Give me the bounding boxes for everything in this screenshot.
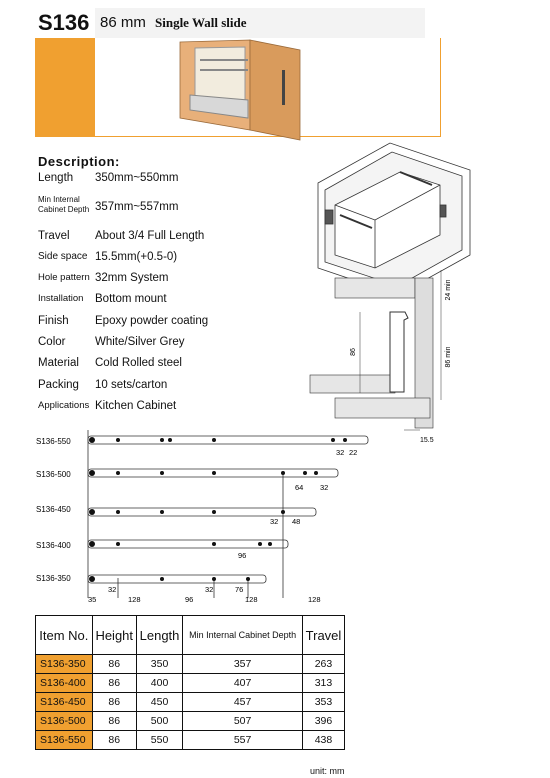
drawer-photo [180,40,300,140]
dim-500a: 64 [295,483,304,492]
dim-550a: 32 [336,448,345,457]
product-code: S136 [38,10,90,35]
col-item: Item No. [36,616,93,655]
slides-drawing [88,430,368,598]
table-row: S136-550 86 550 557 438 [36,731,345,750]
dim-450b: 48 [292,517,301,526]
col-length: Length [136,616,183,655]
table-row: S136-500 86 500 507 396 [36,712,345,731]
dim-500b: 32 [320,483,329,492]
dim-top: 24 min [445,279,452,301]
slide-label-500: S136-500 [36,470,71,479]
product-height: 86 mm [100,14,146,31]
table-row: S136-400 86 400 407 313 [36,674,345,693]
bottom-dim-3: 128 [245,595,258,604]
dim-350b: 76 [235,585,244,594]
dim-550b: 22 [349,448,358,457]
dim-right: 86 min [445,346,452,368]
dim-350a: 32 [108,585,117,594]
slide-label-550: S136-550 [36,437,71,446]
dim-350c: 32 [205,585,214,594]
description-title: Description: [38,154,120,169]
bottom-dim-1: 128 [128,595,141,604]
dim-side: 86 [350,348,357,356]
slide-holes [89,437,347,582]
col-height: Height [92,616,136,655]
dim-bottom: 15.5 [420,437,434,444]
bottom-dim-2: 96 [185,595,194,604]
slide-label-350: S136-350 [36,574,71,583]
col-cabinet-depth: Min Internal Cabinet Depth [183,616,303,655]
section-diagram [310,270,441,430]
drawer-isometric-drawing [318,143,470,295]
table-row: S136-450 86 450 457 353 [36,693,345,712]
slide-label-450: S136-450 [36,505,71,514]
bottom-dim-0: 35 [88,595,97,604]
col-travel: Travel [302,616,344,655]
bottom-dim-4: 128 [308,595,321,604]
unit-note: unit: mm [310,766,345,776]
table-row: S136-350 86 350 357 263 [36,655,345,674]
dim-400: 96 [238,551,247,560]
slide-label-400: S136-400 [36,541,71,550]
product-title: Single Wall slide [155,15,247,30]
dim-450a: 32 [270,517,279,526]
spec-table [35,615,345,750]
